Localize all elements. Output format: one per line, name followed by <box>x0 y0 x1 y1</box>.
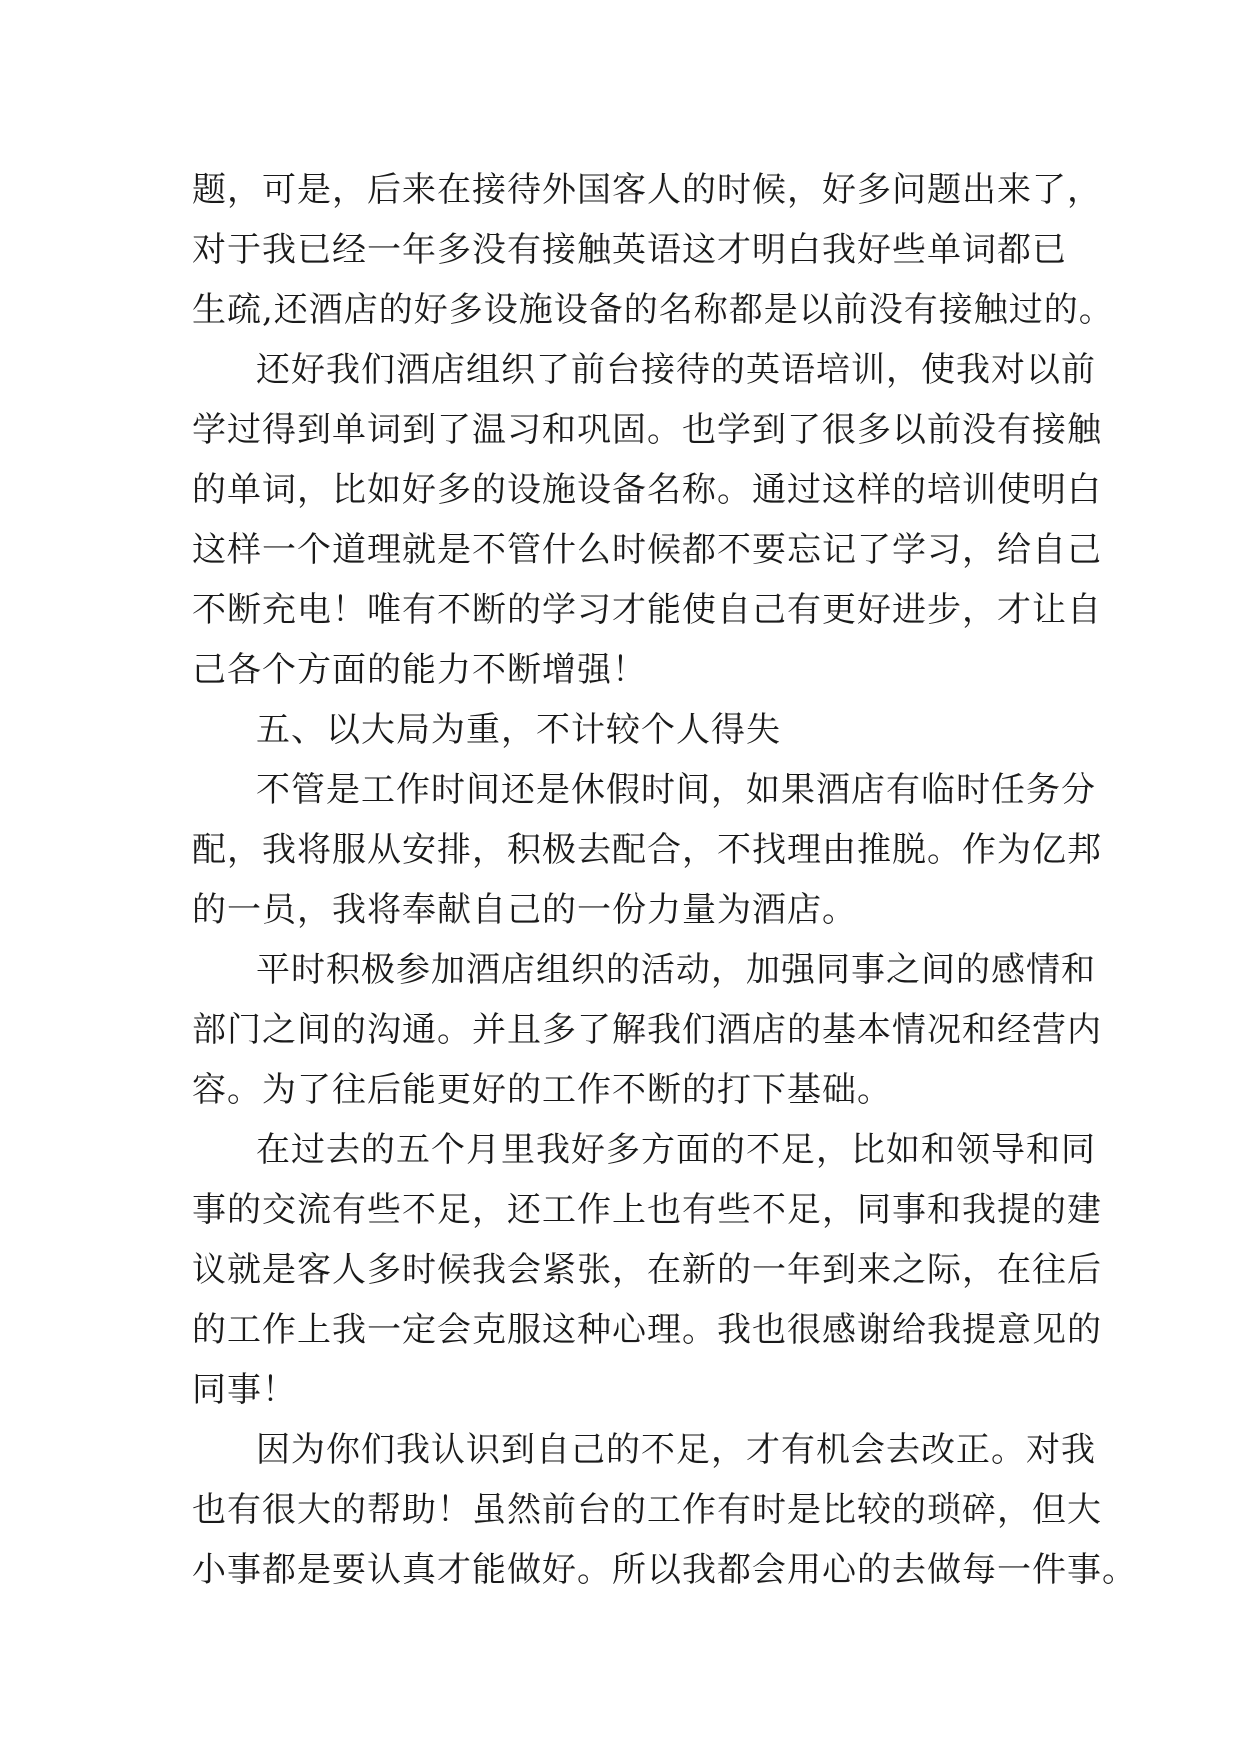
text-line: 这样一个道理就是不管什么时候都不要忘记了学习，给自己 <box>192 530 1102 570</box>
text-line: 题，可是，后来在接待外国客人的时候，好多问题出来了， <box>192 170 1102 210</box>
text-line: 配，我将服从安排，积极去配合，不找理由推脱。作为亿邦 <box>192 830 1102 870</box>
text-line: 同事！ <box>192 1370 297 1410</box>
text-line: 学过得到单词到了温习和巩固。也学到了很多以前没有接触 <box>192 410 1102 450</box>
paragraph-first-line: 因为你们我认识到自己的不足，才有机会去改正。对我 <box>256 1430 1096 1470</box>
paragraph-first-line: 五、以大局为重，不计较个人得失 <box>256 710 781 750</box>
text-line: 的一员，我将奉献自己的一份力量为酒店。 <box>192 890 857 930</box>
paragraph-first-line: 不管是工作时间还是休假时间，如果酒店有临时任务分 <box>256 770 1096 810</box>
text-line: 的工作上我一定会克服这种心理。我也很感谢给我提意见的 <box>192 1310 1102 1350</box>
text-line: 己各个方面的能力不断增强！ <box>192 650 647 690</box>
paragraph-first-line: 在过去的五个月里我好多方面的不足，比如和领导和同 <box>256 1130 1096 1170</box>
paragraph-first-line: 还好我们酒店组织了前台接待的英语培训，使我对以前 <box>256 350 1096 390</box>
text-line: 对于我已经一年多没有接触英语这才明白我好些单词都已 <box>192 230 1067 270</box>
text-line: 也有很大的帮助！虽然前台的工作有时是比较的琐碎，但大 <box>192 1490 1102 1530</box>
text-line: 部门之间的沟通。并且多了解我们酒店的基本情况和经营内 <box>192 1010 1102 1050</box>
text-line: 容。为了往后能更好的工作不断的打下基础。 <box>192 1070 892 1110</box>
text-line: 事的交流有些不足，还工作上也有些不足，同事和我提的建 <box>192 1190 1102 1230</box>
text-line: 议就是客人多时候我会紧张，在新的一年到来之际，在往后 <box>192 1250 1102 1290</box>
document-body <box>192 160 1137 1600</box>
text-line: 的单词，比如好多的设施设备名称。通过这样的培训使明白 <box>192 470 1102 510</box>
text-line: 小事都是要认真才能做好。所以我都会用心的去做每一件事。 <box>192 1550 1137 1590</box>
text-line: 生疏,还酒店的好多设施设备的名称都是以前没有接触过的。 <box>192 290 1114 330</box>
paragraph-first-line: 平时积极参加酒店组织的活动，加强同事之间的感情和 <box>256 950 1096 990</box>
text-line: 不断充电！唯有不断的学习才能使自己有更好进步，才让自 <box>192 590 1102 630</box>
